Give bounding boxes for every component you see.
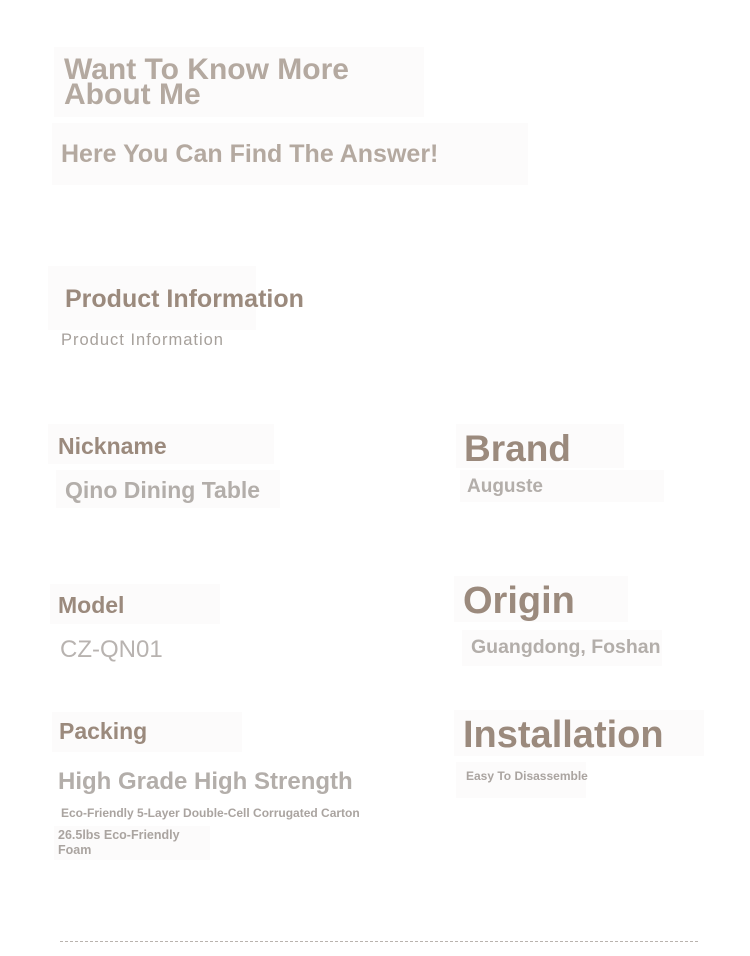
intro-title <box>64 53 349 111</box>
packing-detail-2 <box>58 828 180 858</box>
model-label: Model <box>58 592 125 618</box>
nickname-value: Qino Dining Table <box>65 477 261 503</box>
packing-detail-2-line-1: 26.5lbs Eco-Friendly <box>58 828 180 842</box>
intro-title-line-1: Want To Know More <box>64 53 349 86</box>
intro-title-line-2: About Me <box>64 78 201 111</box>
nickname-label: Nickname <box>58 433 167 459</box>
section-subtitle: Product Information <box>61 331 224 349</box>
brand-value: Auguste <box>467 476 543 497</box>
packing-value: High Grade High Strength <box>58 768 353 795</box>
installation-label: Installation <box>463 714 664 756</box>
brand-label: Brand <box>464 428 571 469</box>
origin-label: Origin <box>463 580 575 622</box>
section-title: Product Information <box>65 285 304 313</box>
origin-value: Guangdong, Foshan <box>471 636 661 658</box>
model-value: CZ-QN01 <box>60 636 163 663</box>
packing-label: Packing <box>59 718 148 744</box>
packing-detail-2-line-2: Foam <box>58 843 92 857</box>
packing-detail-1: Eco-Friendly 5-Layer Double-Cell Corrugated Carton <box>61 806 360 820</box>
installation-value: Easy To Disassemble <box>466 769 588 783</box>
intro-subtitle: Here You Can Find The Answer! <box>61 140 439 168</box>
dashed-divider <box>60 941 698 942</box>
